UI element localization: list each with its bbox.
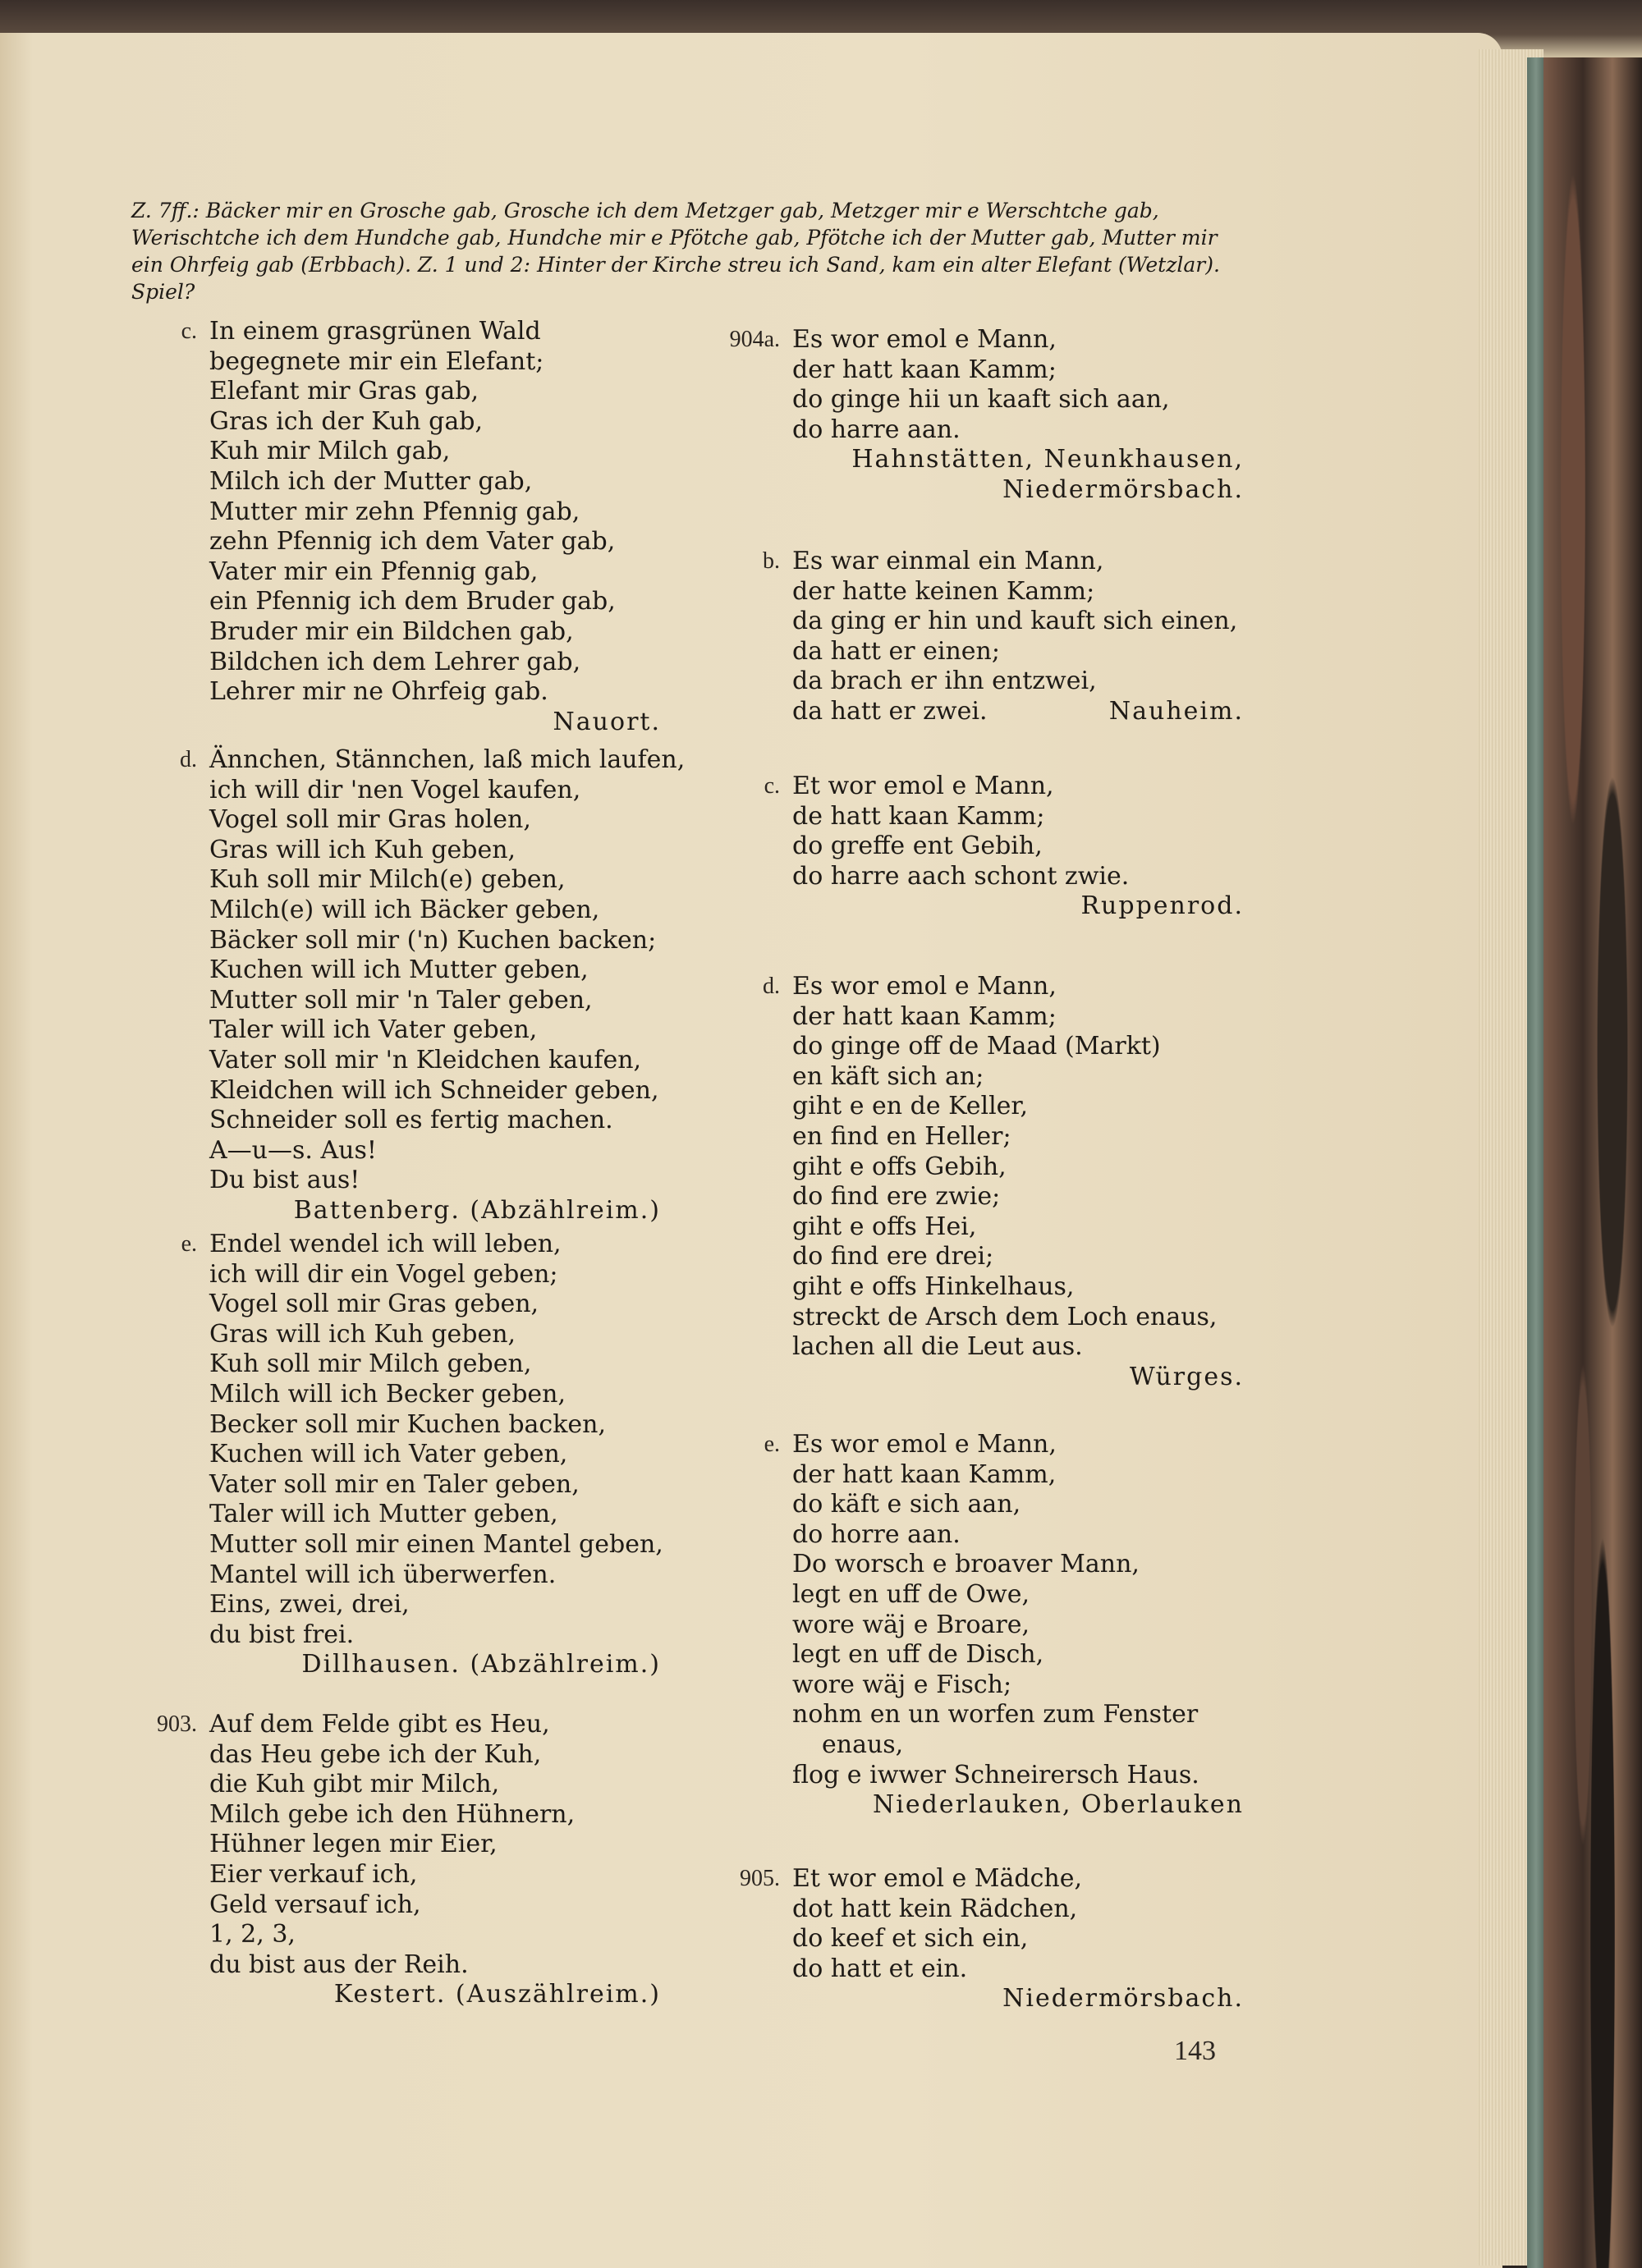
verse-line: der hatt kaan Kamm, [792, 1459, 1057, 1489]
verse-line: Mutter mir zehn Pfennig gab, [209, 497, 580, 526]
verse-line: Bildchen ich dem Lehrer gab, [209, 647, 581, 676]
verse-line: Geld versauf ich, [209, 1890, 421, 1919]
verse-line: zehn Pfennig ich dem Vater gab, [209, 527, 616, 557]
verse-line: dot hatt kein Rädchen, [792, 1894, 1078, 1923]
verse-line: Gras ich der Kuh gab, [209, 406, 483, 436]
verse-line: 1, 2, 3, [209, 1920, 296, 1950]
verse-line: der hatt kaan Kamm; [792, 355, 1057, 384]
verse-line: der hatt kaan Kamm; [792, 1001, 1057, 1031]
source-label: Nauheim. [1108, 696, 1244, 726]
item-label-904e: e. [764, 1432, 780, 1457]
verse-line: Et wor emol e Mann, [792, 772, 1054, 800]
verse-line: Kuh mir Milch gab, [209, 437, 451, 466]
verse-line: Taler will ich Mutter geben, [209, 1500, 558, 1529]
item-label-904b: b. [763, 548, 780, 574]
verse-line: lachen all die Leut aus. [792, 1332, 1083, 1362]
marbled-cover [1543, 57, 1642, 2268]
verse-line-with-source [792, 697, 1244, 727]
footnote: Z. 7ff.: Bäcker mir en Grosche gab, Grosche ich dem Metzger gab, Metzger mir e Werschtche gab, Werischtche ich dem Hundche gab, Hundche mir e Pfötche gab, Pfötche ich der Mutter gab, Mutter mir ein Ohrfeig gab (Erbbach). Z. 1 und 2: Hinter der Kirche streu ich Sand, kam ein alter Elefant (Wetzlar). Spiel? [131, 199, 1220, 304]
verse-line: Du bist aus! [209, 1166, 360, 1195]
verse-line: enaus, [822, 1730, 904, 1759]
verse-line: da ging er hin und kauft sich einen, [792, 607, 1238, 636]
verse-line: Kleidchen will ich Schneider geben, [209, 1075, 659, 1105]
verse-line: en find en Heller; [792, 1121, 1011, 1151]
verse-line: legt en uff de Disch, [792, 1640, 1044, 1670]
verse-line: en käft sich an; [792, 1061, 984, 1091]
verse-line: Milch gebe ich den Hühnern, [209, 1799, 576, 1829]
verse-line: Kuh soll mir Milch(e) geben, [209, 865, 566, 895]
verse-line: Kuh soll mir Milch geben, [209, 1349, 532, 1379]
cover-spine-green [1527, 57, 1545, 2268]
verse-line: Vogel soll mir Gras geben, [209, 1290, 539, 1319]
verse-line: do käft e sich aan, [792, 1490, 1021, 1519]
verse-line: Mutter soll mir 'n Taler geben, [209, 985, 593, 1015]
page-number: 143 [1174, 2036, 1216, 2066]
verse-line: Milch ich der Mutter gab, [209, 466, 533, 496]
source-label: Battenberg. (Abzählreim.) [293, 1195, 661, 1225]
verse-line: Es wor emol e Mann, [792, 972, 1057, 1001]
verse-line: Milch(e) will ich Bäcker geben, [209, 895, 600, 924]
source-label: Hahnstätten, Neunkhausen, [851, 445, 1244, 474]
verse-line: Vater soll mir 'n Kleidchen kaufen, [209, 1045, 642, 1074]
verse-right-904a [792, 325, 1252, 506]
source-label: Kestert. (Auszählreim.) [333, 1980, 661, 2009]
verse-line: Schneider soll es fertig machen. [209, 1106, 613, 1135]
source-label: Nauort. [553, 707, 661, 736]
verse-line: do horre aan. [792, 1519, 961, 1549]
verse-line: Milch will ich Becker geben, [209, 1379, 566, 1409]
verse-line: das Heu gebe ich der Kuh, [209, 1739, 542, 1769]
verse-line: Gras will ich Kuh geben, [209, 835, 516, 864]
verse-line: Bäcker soll mir ('n) Kuchen backen; [209, 925, 657, 955]
verse-line: Elefant mir Gras gab, [209, 377, 479, 406]
verse-line: Et wor emol e Mädche, [792, 1864, 1083, 1893]
verse-right-904c [792, 772, 1252, 922]
verse-line: Becker soll mir Kuchen backen, [209, 1409, 607, 1439]
verse-line: Eins, zwei, drei, [209, 1590, 410, 1620]
verse-left-d [209, 745, 686, 1226]
verse-line: ein Pfennig ich dem Bruder gab, [209, 587, 616, 616]
verse-line: Ännchen, Stännchen, laß mich laufen, [209, 745, 686, 774]
verse-left-903 [209, 1710, 669, 2010]
verse-line: der hatte keinen Kamm; [792, 576, 1095, 606]
verse-line: ich will dir 'nen Vogel kaufen, [209, 775, 581, 804]
verse-line: Kuchen will ich Mutter geben, [209, 955, 589, 985]
verse-left-e [209, 1230, 669, 1680]
verse-line: giht e en de Keller, [792, 1092, 1028, 1121]
verse-right-904b [792, 547, 1252, 727]
verse-line: Vater mir ein Pfennig gab, [209, 557, 539, 586]
item-label-c: c. [181, 318, 197, 344]
verse-line: Vater soll mir en Taler geben, [209, 1469, 580, 1499]
verse-line: du bist aus der Reih. [209, 1950, 469, 1979]
verse-line: du bist frei. [209, 1620, 355, 1649]
verse-line: die Kuh gibt mir Milch, [209, 1770, 500, 1799]
verse-line: da brach er ihn entzwei, [792, 667, 1097, 696]
verse-line: do ginge off de Maad (Markt) [792, 1032, 1161, 1061]
verse-line: flog e iwwer Schneirersch Haus. [792, 1760, 1199, 1789]
verse-line: Es wor emol e Mann, [792, 1430, 1057, 1459]
verse-line: Auf dem Felde gibt es Heu, [209, 1710, 550, 1739]
verse-line: A—u—s. Aus! [209, 1135, 377, 1165]
verse-line: giht e offs Hinkelhaus, [792, 1271, 1075, 1301]
verse-line: Es wor emol e Mann, [792, 325, 1057, 354]
verse-line: legt en uff de Owe, [792, 1579, 1030, 1609]
verse-line: do hatt et ein. [792, 1954, 968, 1983]
verse-line: wore wäj e Fisch; [792, 1670, 1012, 1699]
source-label: Niederlauken, Oberlauken [873, 1790, 1244, 1820]
verse-line: do find ere zwie; [792, 1182, 1001, 1212]
verse-right-904d [792, 972, 1252, 1392]
verse-line: do greffe ent Gebih, [792, 832, 1043, 861]
source-label: Dillhausen. (Abzählreim.) [301, 1650, 661, 1679]
item-label-904a: 904a. [729, 327, 780, 352]
verse-line: Vogel soll mir Gras holen, [209, 805, 531, 835]
verse-line: Es war einmal ein Mann, [792, 547, 1104, 575]
item-label-e: e. [181, 1231, 197, 1257]
source-label: Niedermörsbach. [1002, 474, 1244, 504]
verse-line: Kuchen will ich Vater geben, [209, 1440, 568, 1469]
verse-line: Mutter soll mir einen Mantel geben, [209, 1529, 663, 1559]
verse-right-904e [792, 1430, 1252, 1821]
item-label-904d: d. [763, 974, 780, 999]
verse-line: do ginge hii un kaaft sich aan, [792, 385, 1170, 415]
verse-line: Gras will ich Kuh geben, [209, 1319, 516, 1349]
source-label: Würges. [1129, 1362, 1244, 1391]
source-label: Niedermörsbach. [1002, 1984, 1244, 2014]
item-label-905: 905. [740, 1866, 780, 1891]
verse-line: do find ere drei; [792, 1242, 994, 1271]
verse-line: da hatt er zwei. [792, 696, 988, 726]
verse-line: de hatt kaan Kamm; [792, 801, 1045, 831]
verse-left-c [209, 317, 669, 737]
item-label-904c: c. [764, 773, 780, 799]
verse-line: begegnete mir ein Elefant; [209, 346, 544, 376]
verse-line: giht e offs Hei, [792, 1212, 977, 1241]
item-label-d: d. [180, 747, 197, 772]
verse-line: da hatt er einen; [792, 636, 1000, 666]
verse-line: Mantel will ich überwerfen. [209, 1560, 557, 1589]
verse-line: Bruder mir ein Bildchen gab, [209, 616, 574, 646]
verse-right-905 [792, 1864, 1252, 2014]
verse-line: Do worsch e broaver Mann, [792, 1550, 1140, 1579]
verse-line: giht e offs Gebih, [792, 1152, 1007, 1181]
verse-line: ich will dir ein Vogel geben; [209, 1259, 558, 1289]
verse-line: Taler will ich Vater geben, [209, 1015, 538, 1045]
verse-line: Endel wendel ich will leben, [209, 1230, 562, 1258]
verse-line: streckt de Arsch dem Loch enaus, [792, 1302, 1218, 1331]
source-label: Ruppenrod. [1080, 891, 1244, 921]
verse-line: Hühner legen mir Eier, [209, 1830, 498, 1859]
verse-line: do keef et sich ein, [792, 1924, 1029, 1954]
verse-line: do harre aan. [792, 415, 961, 444]
verse-line: In einem grasgrünen Wald [209, 317, 541, 346]
verse-line: wore wäj e Broare, [792, 1610, 1030, 1639]
verse-line: Lehrer mir ne Ohrfeig gab. [209, 677, 548, 707]
verse-line: do harre aach schont zwie. [792, 861, 1130, 891]
verse-line: Eier verkauf ich, [209, 1859, 418, 1889]
verse-line: nohm en un worfen zum Fenster [792, 1700, 1199, 1730]
item-label-903: 903. [157, 1711, 197, 1737]
